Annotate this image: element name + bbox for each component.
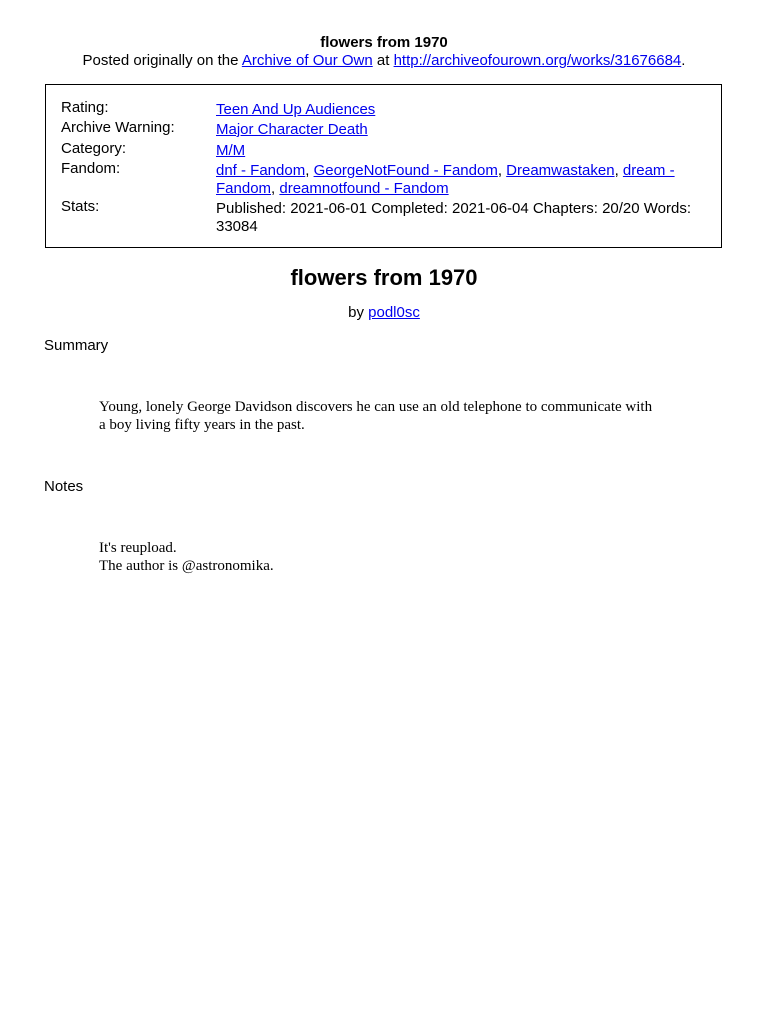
fandom-link[interactable]: dnf - Fandom (216, 162, 306, 179)
stats-line: 33084 (216, 218, 258, 235)
stats-label: Stats: (61, 198, 100, 215)
posted-originally-line (0, 51, 768, 71)
by-word: by (348, 304, 364, 321)
posted-prefix: Posted originally on the (82, 52, 239, 69)
notes-line: The author is @astronomika. (99, 558, 274, 574)
category-label: Category: (61, 140, 127, 157)
warning-label: Archive Warning: (61, 119, 175, 136)
fandom-link[interactable]: GeorgeNotFound - Fandom (313, 162, 498, 179)
stats-line: Published: 2021-06-01 Completed: 2021-06-04 Chapters: 20/20 Words: (216, 200, 692, 217)
author-link[interactable]: podl0sc (368, 304, 420, 321)
notes-line: It's reupload. (99, 540, 177, 556)
notes-text (99, 539, 689, 575)
fandom-link[interactable]: dreamnotfound - Fandom (279, 180, 449, 197)
summary-text (99, 398, 689, 434)
separator: , (271, 180, 276, 197)
summary-line: a boy living fifty years in the past. (99, 417, 305, 433)
archive-link[interactable]: Archive of Our Own (241, 52, 373, 69)
separator: , (497, 162, 502, 179)
work-title: flowers from 1970 (290, 265, 478, 290)
separator: , (305, 162, 310, 179)
work-url-link[interactable]: http://archiveofourown.org/works/31676684 (393, 52, 682, 69)
fandom-list (216, 162, 711, 198)
period: . (681, 52, 686, 69)
fandom-label: Fandom: (61, 160, 121, 177)
stats-value (216, 200, 711, 236)
category-link[interactable]: M/M (216, 142, 246, 159)
byline (0, 303, 768, 323)
fandom-link[interactable]: Dreamwastaken (506, 162, 615, 179)
rating-label: Rating: (61, 99, 109, 116)
warning-link[interactable]: Major Character Death (216, 121, 368, 138)
fandom-link[interactable]: dream - Fandom (216, 162, 675, 197)
summary-heading: Summary (44, 337, 109, 354)
rating-link[interactable]: Teen And Up Audiences (216, 101, 376, 118)
separator: , (614, 162, 619, 179)
summary-line: Young, lonely George Davidson discovers he can use an old telephone to communicate with (99, 399, 653, 415)
document-header-title: flowers from 1970 (320, 34, 448, 51)
metadata-box (45, 84, 722, 248)
notes-heading: Notes (44, 478, 84, 495)
at-word: at (376, 52, 390, 69)
